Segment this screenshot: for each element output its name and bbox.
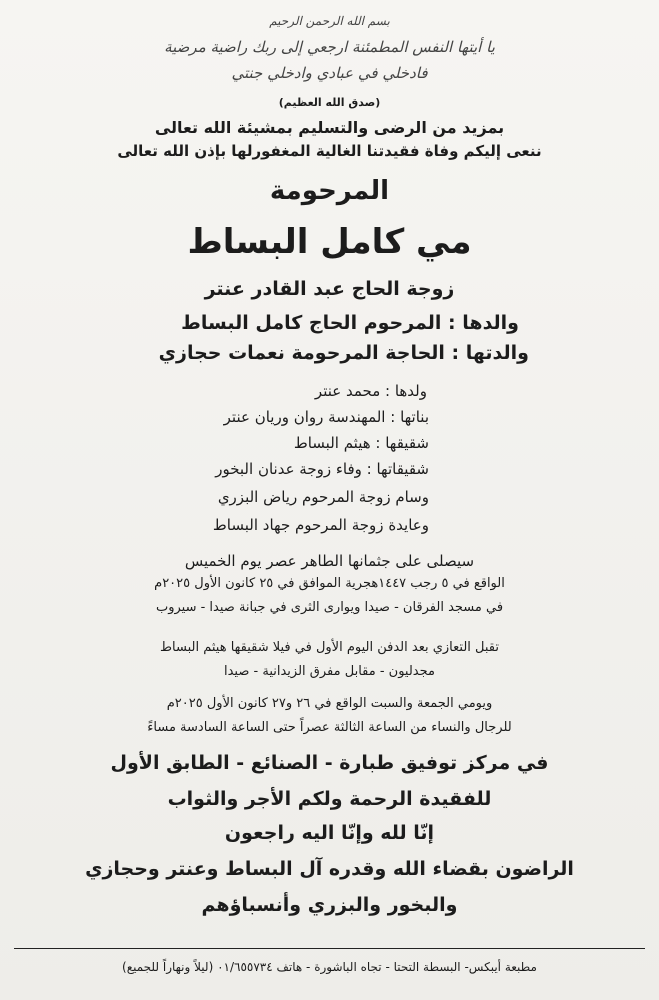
verse-end: (صدق الله العظيم) (278, 96, 381, 109)
verse-line-1: يا أيتها النفس المطمئنة ارجعي إلى ربك راضية مرضية (164, 38, 495, 56)
father-line: والدها : المرحوم الحاج كامل البساط (181, 312, 519, 334)
deceased-title: المرحومة (269, 176, 390, 206)
spouse-line: زوجة الحاج عبد القادر عنتر (204, 278, 455, 300)
footer-divider (14, 948, 645, 949)
son-line: ولدها : محمد عنتر (314, 382, 427, 400)
condolences-line-2: مجدليون - مقابل مفرق الزيدانية - صيدا (224, 664, 435, 679)
condolences-line-1: تقبل التعازي بعد الدفن اليوم الأول في فيلا شقيقها هيثم البساط (160, 640, 499, 655)
brother-line: شقيقها : هيثم البساط (293, 434, 429, 452)
condolences-line-3: ويومي الجمعة والسبت الواقع في ٢٦ و٢٧ كانون الأول ٢٠٢٥م (166, 696, 493, 711)
sister-line-2: وسام زوجة المرحوم رياض البزري (217, 488, 429, 506)
printer-credit: مطبعة أيبكس- البسطة التحتا - تجاه الباشورة - هاتف ٠١/٦٥٥٧٣٤ (ليلاً ونهاراً للجميع) (122, 960, 537, 974)
verse-line-2: فادخلي في عبادي وادخلي جنتي (231, 64, 428, 82)
condolences-line-4: للرجال والنساء من الساعة الثالثة عصراً حتى الساعة السادسة مساءً (147, 720, 512, 735)
daughters-line: بناتها : المهندسة روان وريان عنتر (223, 408, 429, 426)
families-line-2: والبخور والبزري وأنسباؤهم (201, 894, 458, 916)
mercy-line: للفقيدة الرحمة ولكم الأجر والثواب (167, 788, 492, 810)
mother-line: والدتها : الحاجة المرحومة نعمات حجازي (158, 342, 529, 364)
intro-line-2: ننعى إليكم وفاة فقيدتنا الغالية المغفورلها بإذن الله تعالى (117, 142, 542, 160)
sister-line-3: وعايدة زوجة المرحوم جهاد البساط (212, 516, 429, 534)
venue-line: في مركز توفيق طبارة - الصنائع - الطابق الأول (110, 752, 549, 774)
sister-line-1: شقيقاتها : وفاء زوجة عدنان البخور (215, 460, 429, 478)
funeral-line-3: في مسجد الفرقان - صيدا ويوارى الثرى في جبانة صيدا - سيروب (155, 600, 504, 615)
funeral-line-2: الواقع في ٥ رجب ١٤٤٧هجرية الموافق في ٢٥ كانون الأول ٢٠٢٥م (154, 576, 505, 591)
funeral-line-1: سيصلى على جثمانها الطاهر عصر يوم الخميس (184, 552, 475, 570)
deceased-name: مي كامل البساط (187, 222, 472, 262)
basmala: بسم الله الرحمن الرحيم (269, 14, 390, 28)
intro-line-1: بمزيد من الرضى والتسليم بمشيئة الله تعالى (154, 118, 505, 137)
inna-lillah-line: إنّا لله وإنّا اليه راجعون (224, 822, 435, 844)
families-line-1: الراضون بقضاء الله وقدره آل البساط وعنتر وحجازي (85, 858, 574, 880)
